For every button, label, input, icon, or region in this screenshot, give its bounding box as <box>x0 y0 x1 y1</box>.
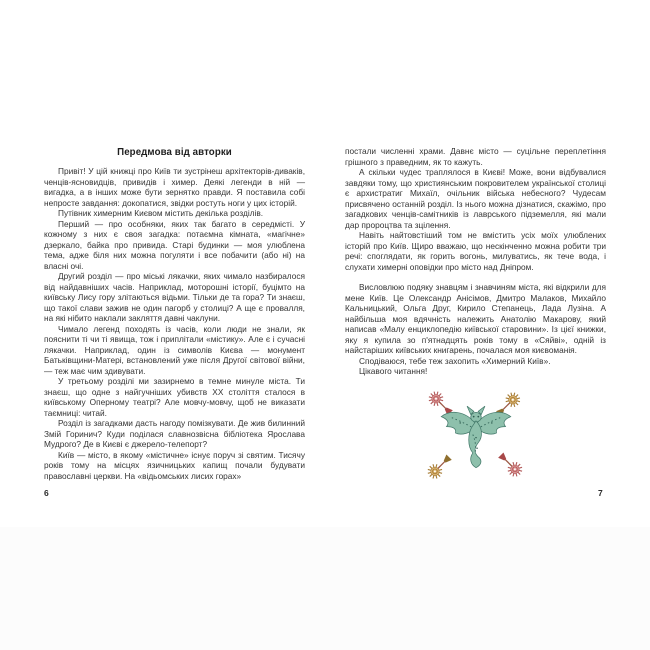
left-page <box>44 0 305 481</box>
paragraph: Розділ із загадками дасть нагоду помізкувати. Де жив билинний Змій Горинич? Куди поділася славнозвісна бібліотека Ярослава Мудрого? Де в Києві є джерело-телепорт? <box>44 418 305 449</box>
paragraph: А скільки чудес траплялося в Києві! Може, вони відбувалися завдяки тому, що християнським покровителем української столиці є архистратиг Михаїл, очільник війська небесного? Чудесам присвячено останній розділ. Із нього можна дізнатися, скажімо, про загадкових ченців-самітників із лаврського підземелля, які мали дар пророцтва та зцілення. <box>345 167 606 230</box>
paragraph: Навіть найтовстіший том не вмістить усіх моїх улюблених історій про Київ. Щиро вважаю, що нескінченно можна робити три речі: споглядати, як горить вогонь, милуватись, як тече вода, і слухати химерні оповідки про місто над Дніпром. <box>345 230 606 272</box>
page-number-left: 6 <box>44 488 49 498</box>
paragraph: Перший — про особняки, яких так багато в середмісті. У кожному з них є своя загадка: потаємна кімната, «магічне» дзеркало, байка про привида. Старі будинки — моя улюблена тема, адже біля них можна погуляти і все побачити (або ні) на власні очі. <box>44 218 305 271</box>
paragraph: Другий розділ — про міські лякачки, яких чимало назбиралося від найдавніших часів. Наприклад, моторошні історії, буцімто на київську Лису гору злітаються відьми. Тільки де та гора? Ти знаєш, що такої слави зажив не один пагорб у столиці? А ще є провалля, на які нібито наклали закляття давні чаклуни. <box>44 271 305 323</box>
closing-line: Цікавого читання! <box>359 366 428 376</box>
paragraph: Київ — місто, в якому «містичне» існує поруч зі святим. Тисячу років тому на місцях язичницьких капищ почали будувати православні церкви. На «відьомських лисих горах» <box>44 449 305 481</box>
right-page <box>345 0 606 484</box>
chimera-illustration-svg <box>418 384 534 484</box>
chimera-illustration <box>345 384 606 484</box>
closing-line: Сподіваюся, тебе теж захопить «Химерний Київ». <box>359 355 551 366</box>
acknowledgment-paragraph: Висловлюю подяку знавцям і знавчиням міста, які відкрили для мене Київ. Це Олександр Анісімов, Дмитро Малаков, Михайло Кальницький, Ольга Друг, Кирило Степанець, Лада Лузіна. А найбільша моя вдячність належить Анатолію Макарову, який написав «Малу енциклопедію київської старовини». Із цієї книжки, яку я купила зо п'ятнадцять років тому в «Сяйві», одній із найстаріших київських книгарень, почалася моя києвоманія. <box>345 282 606 355</box>
page-number-right: 7 <box>598 488 603 498</box>
paragraph: У третьому розділі ми зазирнемо в темне минуле міста. Ти знаєш, що одне з найгучніших убивств XX століття сталося в київському Оперному театрі? Але мовчу-мовчу, щоб не виказати таємниці: читай. <box>44 376 305 418</box>
page-bottom-edge <box>0 527 650 650</box>
preface-heading: Передмова від авторки <box>117 147 232 158</box>
paragraph: Путівник химерним Києвом містить декілька розділів. <box>58 208 264 218</box>
paragraph: постали численні храми. Давнє місто — суцільне переплетіння грішного з праведним, як то кажуть. <box>345 146 606 167</box>
paragraph: Чимало легенд походять із часів, коли люди не знали, як пояснити ті чи ті явища, тож і приплітали «містику». Але є і сучасні лякачки. Наприклад, один із символів Києва — монумент Батьківщини-Матері, встановлений уже після Другої світової війни, — теж має чим здивувати. <box>44 323 305 376</box>
paragraph: Привіт! У цій книжці про Київ ти зустрінеш архітекторів-диваків, ченців-ясновидців, привидів і химер. Деякі легенди в ній — вигадка, а в інших може бути зернятко правди. Я поставила собі непросте завдання: докопатися, звідки ростуть ноги у цих історій. <box>44 166 305 208</box>
